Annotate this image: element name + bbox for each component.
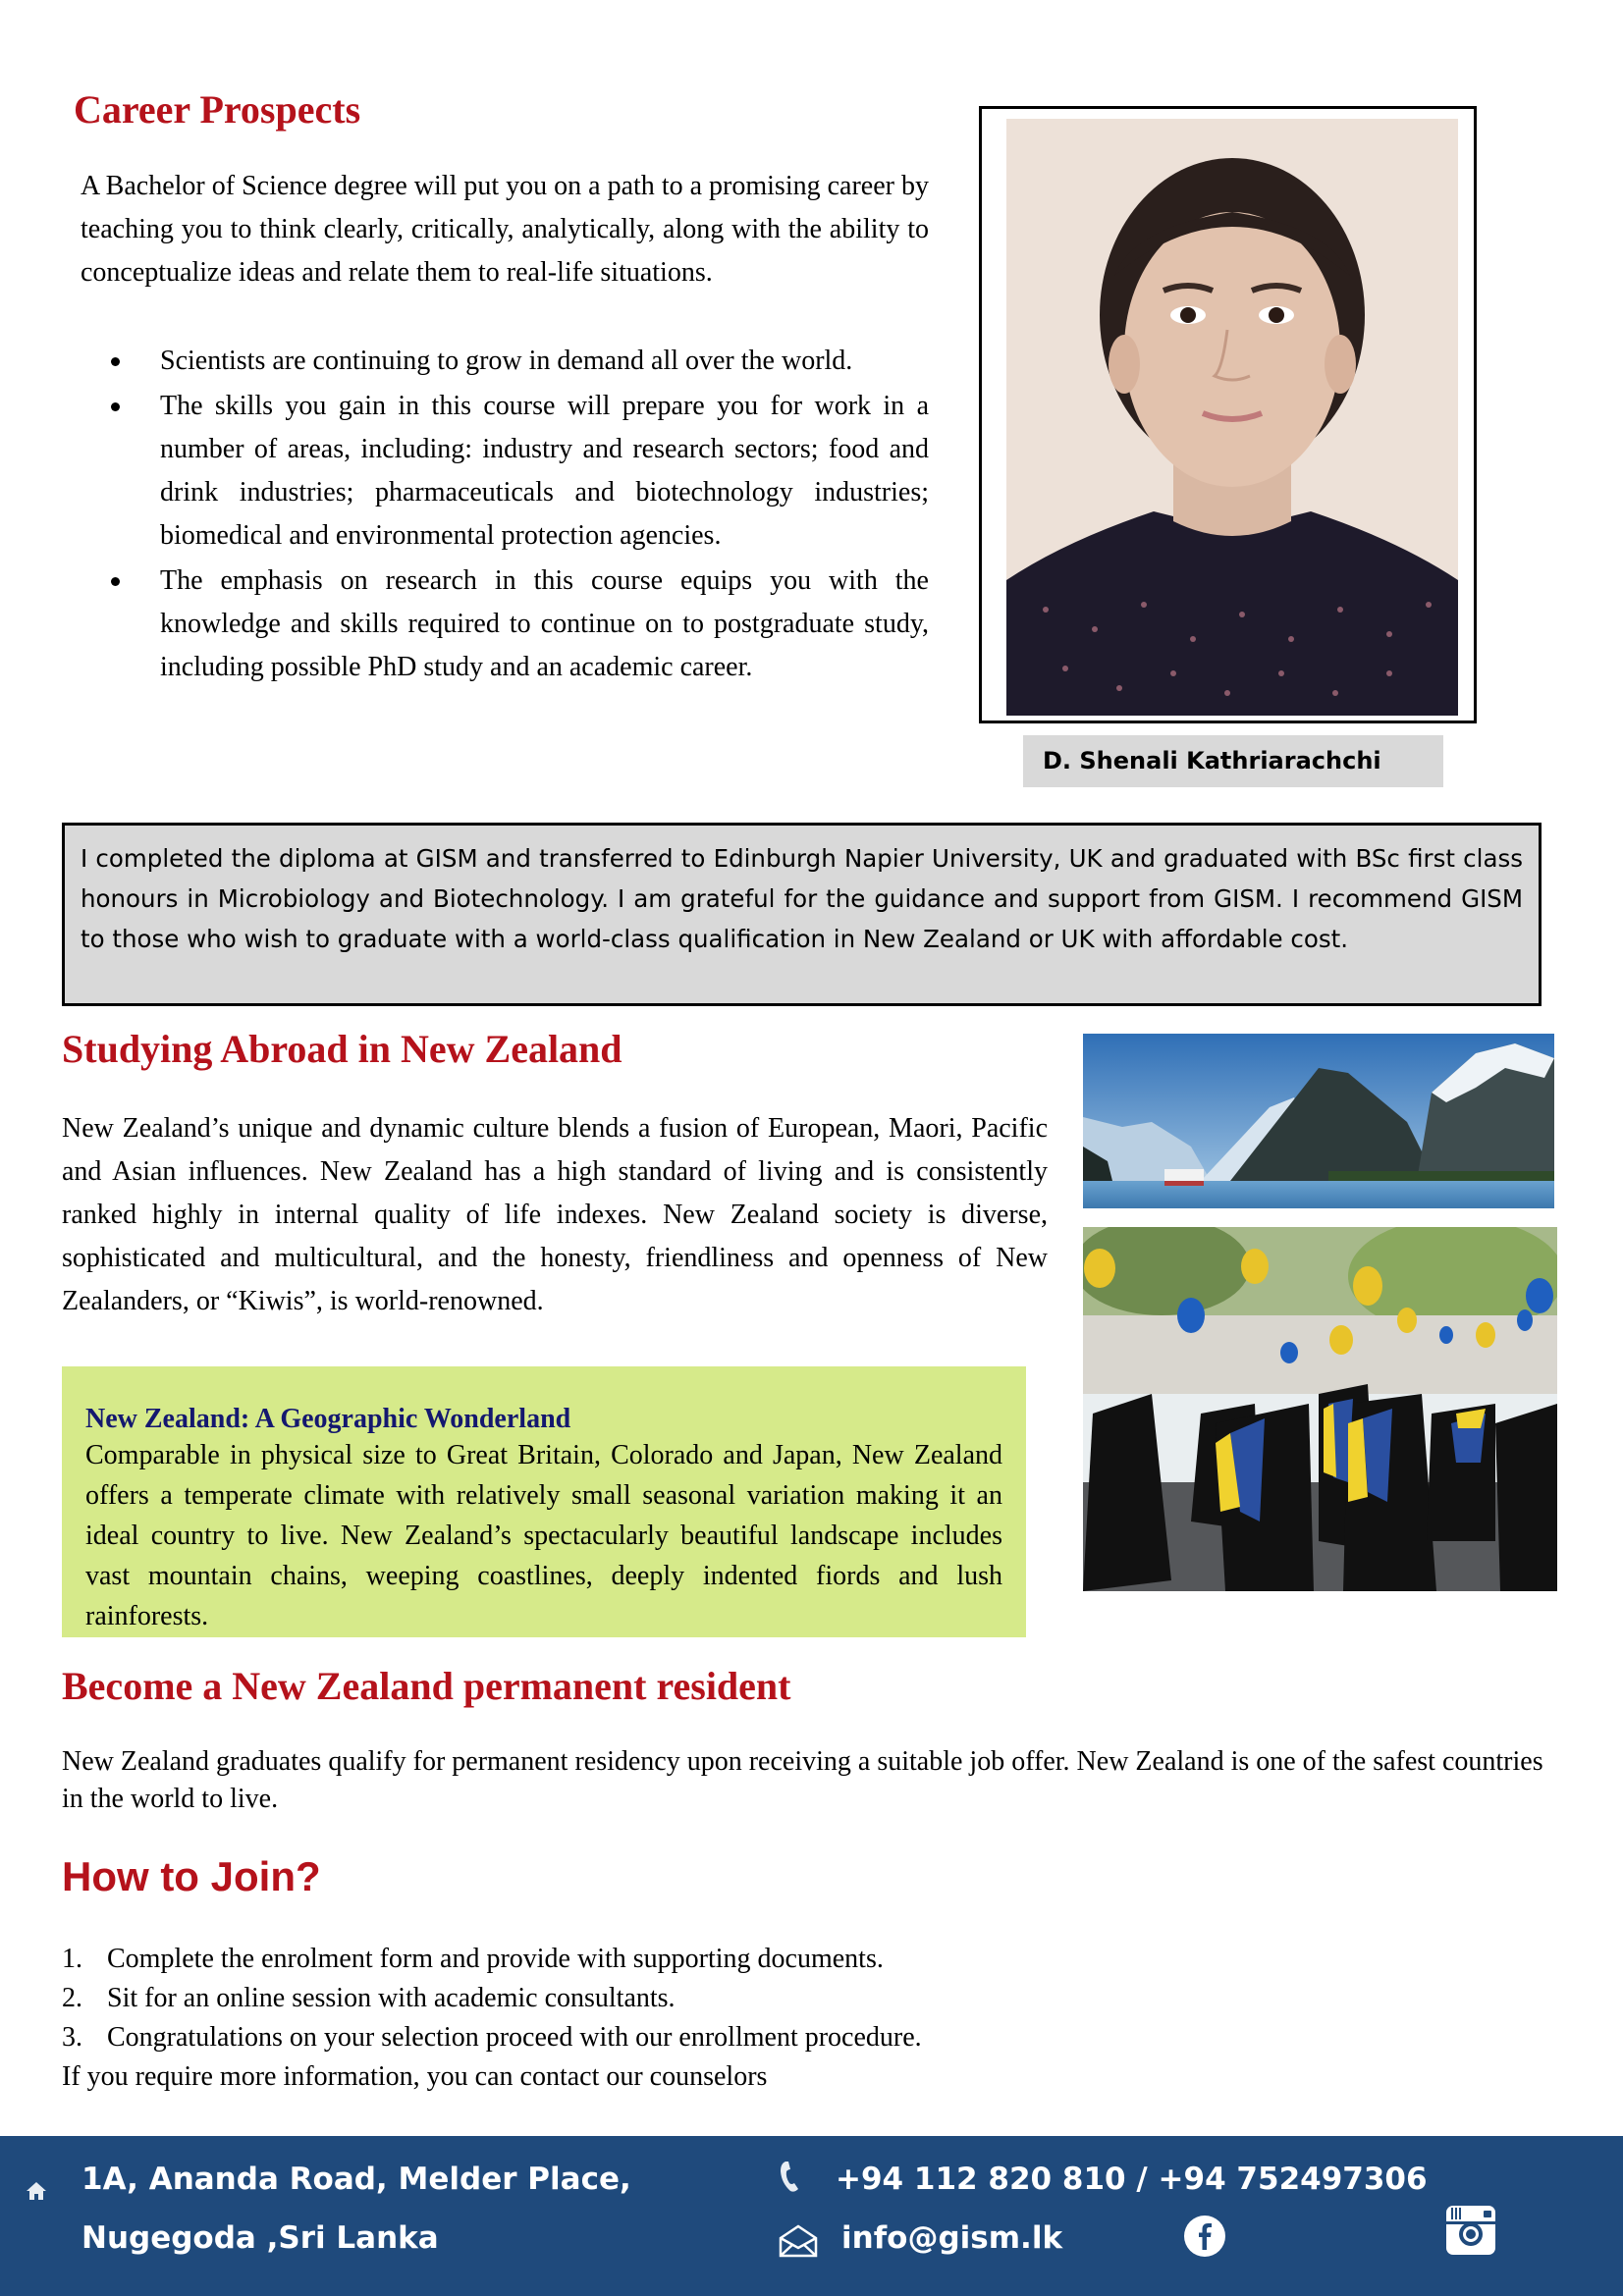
career-bullet-list bbox=[81, 340, 929, 691]
phone-icon bbox=[779, 2160, 802, 2201]
step-number: 1. bbox=[62, 1944, 82, 1974]
facebook-icon[interactable] bbox=[1183, 2215, 1226, 2266]
career-intro-paragraph: A Bachelor of Science degree will put you on a path to a promising career by teaching you to think clearly, critically, analytically, along with the ability to conceptualize ideas and relate them to real-life situations. bbox=[81, 171, 929, 288]
bullet-dot-icon bbox=[111, 357, 120, 366]
address-line-1: 1A, Ananda Road, Melder Place, bbox=[81, 2162, 631, 2197]
geographic-wonderland-box bbox=[62, 1366, 1026, 1637]
graduation-procession-illustration bbox=[1083, 1227, 1557, 1591]
testimonial-text: I completed the diploma at GISM and transferred to Edinburgh Napier University, UK and graduated with BSc first class honours in Microbiology and Biotechnology. I am grateful for the guidance and support from GISM. I recommend GISM to those who wish to graduate with a world-class qualification in New Zealand or UK with affordable cost. bbox=[81, 844, 1523, 953]
join-step bbox=[62, 1979, 1436, 2018]
bullet-item bbox=[81, 560, 929, 689]
address-line-2: Nugegoda ,Sri Lanka bbox=[81, 2220, 439, 2256]
geographic-wonderland-text: Comparable in physical size to Great Britain, Colorado and Japan, New Zealand offers a temperate climate with relatively small seasonal variation making it an ideal country to live. New Zealand’s spectacularly beautiful landscape includes vast mountain chains, weeping coastlines, deeply indented fiords and lush rainforests. bbox=[85, 1440, 1002, 1631]
join-steps-list bbox=[62, 1940, 1436, 2057]
contact-counselors-note: If you require more information, you can contact our counselors bbox=[62, 2061, 768, 2092]
bullet-text: The emphasis on research in this course equips you with the knowledge and skills required to continue on to postgraduate study, including possible PhD study and an academic career. bbox=[160, 565, 929, 682]
home-icon bbox=[26, 2173, 47, 2209]
bullet-item bbox=[81, 385, 929, 558]
mountain-landscape-illustration bbox=[1083, 1034, 1554, 1208]
bullet-text: The skills you gain in this course will prepare you for work in a number of areas, including: industry and research sectors; food and drink industries; pharmaceuticals and biotechnology industries; biomedical and environmental protection agencies. bbox=[160, 391, 929, 551]
join-step bbox=[62, 1940, 1436, 1979]
profile-name-label: D. Shenali Kathriarachchi bbox=[1023, 735, 1443, 787]
milford-sound-photo bbox=[1083, 1034, 1554, 1208]
step-text: Complete the enrolment form and provide with supporting documents. bbox=[107, 1944, 884, 1974]
step-number: 2. bbox=[62, 1983, 82, 2013]
geographic-wonderland-heading: New Zealand: A Geographic Wonderland bbox=[85, 1404, 571, 1434]
studying-abroad-heading: Studying Abroad in New Zealand bbox=[62, 1027, 622, 1071]
step-text: Congratulations on your selection proceed with our enrollment procedure. bbox=[107, 2022, 922, 2053]
new-zealand-paragraph: New Zealand’s unique and dynamic culture blends a fusion of European, Maori, Pacific and Asian influences. New Zealand has a high standard of living and is consistently ranked highly in internal quality of life indexes. New Zealand society is diverse, sophisticated and multicultural, and the honesty, friendliness and openness of New Zealanders, or “Kiwis”, is world-renowned. bbox=[62, 1113, 1048, 1316]
permanent-resident-paragraph: New Zealand graduates qualify for permanent residency upon receiving a suitable job offer. New Zealand is one of the safest countries in the world to live. bbox=[62, 1746, 1543, 1814]
email-link[interactable]: info@gism.lk bbox=[841, 2220, 1063, 2256]
career-prospects-heading: Career Prospects bbox=[74, 87, 361, 132]
portrait-illustration bbox=[1006, 119, 1458, 716]
email-icon bbox=[779, 2224, 818, 2266]
testimonial-box bbox=[62, 823, 1542, 1006]
join-step bbox=[62, 2018, 1436, 2057]
phone-link[interactable]: +94 112 820 810 / +94 752497306 bbox=[836, 2162, 1428, 2197]
bullet-text: Scientists are continuing to grow in demand all over the world. bbox=[160, 346, 853, 376]
permanent-resident-heading: Become a New Zealand permanent resident bbox=[62, 1664, 791, 1708]
instagram-icon[interactable] bbox=[1445, 2205, 1496, 2264]
profile-photo bbox=[1006, 119, 1458, 716]
profile-photo-frame bbox=[979, 106, 1477, 723]
step-text: Sit for an online session with academic consultants. bbox=[107, 1983, 676, 2013]
bullet-dot-icon bbox=[111, 402, 120, 411]
step-number: 3. bbox=[62, 2022, 82, 2053]
bullet-dot-icon bbox=[111, 577, 120, 586]
graduation-photo bbox=[1083, 1227, 1557, 1591]
bullet-item bbox=[81, 340, 929, 383]
footer-contact-bar bbox=[0, 2136, 1623, 2296]
how-to-join-heading: How to Join? bbox=[62, 1853, 321, 1899]
